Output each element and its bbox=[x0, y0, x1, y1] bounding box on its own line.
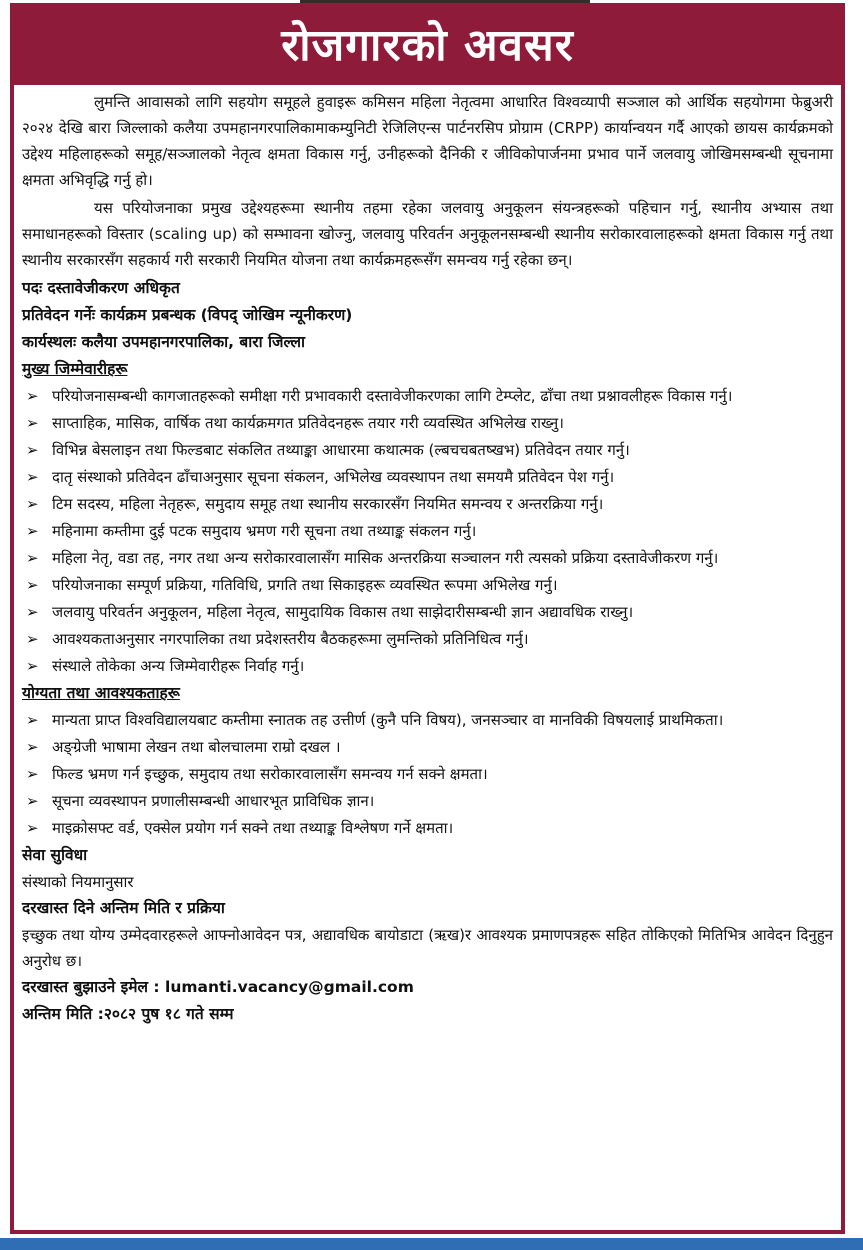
arrow-bullet-icon: ➢ bbox=[26, 576, 39, 594]
position-line: पदः दस्तावेजीकरण अधिकृत bbox=[22, 279, 180, 297]
responsibilities-list bbox=[22, 383, 833, 679]
arrow-bullet-icon: ➢ bbox=[26, 738, 39, 756]
list-item bbox=[22, 788, 833, 814]
list-item-text: महिला नेतृ, वडा तह, नगर तथा अन्य सरोकारवालासँग मासिक अन्तरक्रिया सञ्चालन गरी त्यसको प्रक्रिया दस्तावेजीकरण गर्नु। bbox=[52, 549, 719, 567]
arrow-bullet-icon: ➢ bbox=[26, 711, 39, 729]
arrow-bullet-icon: ➢ bbox=[26, 522, 39, 540]
reports-to-line: प्रतिवेदन गर्नेः कार्यक्रम प्रबन्धक (विपद् जोखिम न्यूनीकरण) bbox=[22, 306, 353, 324]
list-item-text: विभिन्न बेसलाइन तथा फिल्डबाट संकलित तथ्याङ्का आधारमा कथात्मक (ल्बचचबतष्खभ) प्रतिवेदन तयार गर्नु। bbox=[52, 441, 630, 459]
list-item bbox=[22, 653, 833, 679]
notice-frame bbox=[10, 3, 845, 1234]
deadline-line: अन्तिम मिति :२०८२ पुष १८ गते सम्म bbox=[22, 1005, 234, 1023]
list-item bbox=[22, 734, 833, 760]
arrow-bullet-icon: ➢ bbox=[26, 792, 39, 810]
list-item-text: टिम सदस्य, महिला नेतृहरू, समुदाय समूह तथा स्थानीय सरकारसँग नियमित समन्वय र अन्तरक्रिया गर्नु। bbox=[52, 495, 604, 513]
list-item bbox=[22, 599, 833, 625]
email-label: दरखास्त बुझाउने इमेल : bbox=[22, 978, 160, 996]
list-item bbox=[22, 707, 833, 733]
arrow-bullet-icon: ➢ bbox=[26, 549, 39, 567]
list-item-text: दातृ संस्थाको प्रतिवेदन ढाँचाअनुसार सूचना संकलन, अभिलेख व्यवस्थापन तथा समयमै प्रतिवेदन पेश गर्नु। bbox=[52, 468, 615, 486]
benefits-heading: सेवा सुविधा bbox=[22, 846, 88, 864]
arrow-bullet-icon: ➢ bbox=[26, 657, 39, 675]
arrow-bullet-icon: ➢ bbox=[26, 495, 39, 513]
list-item bbox=[22, 518, 833, 544]
list-item bbox=[22, 491, 833, 517]
arrow-bullet-icon: ➢ bbox=[26, 819, 39, 837]
arrow-bullet-icon: ➢ bbox=[26, 414, 39, 432]
intro-paragraph-1: लुमन्ति आवासको लागि सहयोग समूहले हुवाइरू कमिसन महिला नेतृत्वमा आधारित विश्वव्यापी सञ्जाल को आर्थिक सहयोगमा फेब्रुअरी २०२४ देखि बारा जिल्लाको कलैया उपमहानगरपालिकामाकम्युनिटी रेजिलिएन्स पार्टनरसिप प्रोग्राम (CRPP) कार्यान्वयन गर्दै आएको छायस कार्यक्रमको उद्देश्य महिलाहरूको समूह/सञ्जालको नेतृत्व क्षमता विकास गर्नु, उनीहरूको दैनिकी र जीविकोपार्जनमा प्रभाव पार्ने जलवायु जोखिमसम्बन्धी सूचनामा क्षमता अभिवृद्धि गर्नु हो। bbox=[22, 93, 833, 189]
list-item bbox=[22, 572, 833, 598]
qualifications-list bbox=[22, 707, 833, 841]
list-item-text: जलवायु परिवर्तन अनुकूलन, महिला नेतृत्व, सामुदायिक विकास तथा साझेदारीसम्बन्धी ज्ञान अद्यावधिक राख्नु। bbox=[52, 603, 634, 621]
bottom-bar bbox=[0, 1238, 863, 1250]
application-text: इच्छुक तथा योग्य उम्मेदवारहरूले आफ्नोआवेदन पत्र, अद्यावधिक बायोडाटा (ऋख)र आवश्यक प्रमाणपत्रहरू सहित तोकिएको मितिभित्र आवेदन दिनुहुन अनुरोध छ। bbox=[22, 926, 833, 970]
list-item-text: साप्ताहिक, मासिक, वार्षिक तथा कार्यक्रमगत प्रतिवेदनहरू तयार गरी व्यवस्थित अभिलेख राख्नु। bbox=[52, 414, 564, 432]
list-item-text: माइक्रोसफ्ट वर्ड, एक्सेल प्रयोग गर्न सक्ने तथा तथ्याङ्क विश्लेषण गर्ने क्षमता। bbox=[52, 819, 454, 837]
notice-content bbox=[22, 89, 833, 1028]
list-item bbox=[22, 761, 833, 787]
arrow-bullet-icon: ➢ bbox=[26, 468, 39, 486]
list-item-text: अङ्ग्रेजी भाषामा लेखन तथा बोलचालमा राम्रो दखल । bbox=[52, 738, 341, 756]
list-item-text: मान्यता प्राप्त विश्वविद्यालयबाट कम्तीमा स्नातक तह उत्तीर्ण (कुनै पनि विषय), जनसञ्चार वा मानविकी विषयलाई प्राथमिकता। bbox=[52, 711, 724, 729]
arrow-bullet-icon: ➢ bbox=[26, 603, 39, 621]
list-item bbox=[22, 383, 833, 409]
email-address[interactable]: lumanti.vacancy@gmail.com bbox=[165, 978, 414, 996]
arrow-bullet-icon: ➢ bbox=[26, 387, 39, 405]
list-item-text: महिनामा कम्तीमा दुई पटक समुदाय भ्रमण गरी सूचना तथा तथ्याङ्क संकलन गर्नु। bbox=[52, 522, 477, 540]
email-line bbox=[22, 974, 833, 1001]
list-item bbox=[22, 410, 833, 436]
application-heading: दरखास्त दिने अन्तिम मिति र प्रक्रिया bbox=[22, 899, 225, 917]
list-item-text: सूचना व्यवस्थापन प्रणालीसम्बन्धी आधारभूत प्राविधिक ज्ञान। bbox=[52, 792, 375, 810]
intro-paragraph-2: यस परियोजनाका प्रमुख उद्देश्यहरूमा स्थानीय तहमा रहेका जलवायु अनुकूलन संयन्त्रहरूको पहिचान गर्नु, स्थानीय अभ्यास तथा समाधानहरूको विस्तार (scaling up) को सम्भावना खोज्नु, जलवायु परिवर्तन अनुकूलनसम्बन्धी स्थानीय सरोकारवालाहरूको क्षमता विकास गर्नु तथा स्थानीय सरकारसँग सहकार्य गरी सरकारी नियमित योजना तथा कार्यक्रमहरूसँग समन्वय गर्नु रहेका छन्। bbox=[22, 199, 833, 269]
list-item bbox=[22, 464, 833, 490]
arrow-bullet-icon: ➢ bbox=[26, 441, 39, 459]
arrow-bullet-icon: ➢ bbox=[26, 765, 39, 783]
qualifications-heading: योग्यता तथा आवश्यकताहरू bbox=[22, 684, 180, 702]
list-item-text: संस्थाले तोकेका अन्य जिम्मेवारीहरू निर्वाह गर्नु। bbox=[52, 657, 305, 675]
list-item-text: परियोजनाका सम्पूर्ण प्रक्रिया, गतिविधि, प्रगति तथा सिकाइहरू व्यवस्थित रूपमा अभिलेख गर्नु। bbox=[52, 576, 558, 594]
banner-title: रोजगारको अवसर bbox=[14, 7, 841, 85]
arrow-bullet-icon: ➢ bbox=[26, 630, 39, 648]
list-item-text: फिल्ड भ्रमण गर्न इच्छुक, समुदाय तथा सरोकारवालासँग समन्वय गर्न सक्ने क्षमता। bbox=[52, 765, 488, 783]
list-item bbox=[22, 815, 833, 841]
list-item-text: परियोजनासम्बन्धी कागजातहरूको समीक्षा गरी प्रभावकारी दस्तावेजीकरणका लागि टेम्प्लेट, ढाँचा तथा प्रश्नावलीहरू विकास गर्नु। bbox=[52, 387, 733, 405]
benefits-text: संस्थाको नियमानुसार bbox=[22, 873, 134, 891]
workplace-line: कार्यस्थलः कलैया उपमहानगरपालिका, बारा जिल्ला bbox=[22, 333, 306, 351]
list-item-text: आवश्यकताअनुसार नगरपालिका तथा प्रदेशस्तरीय बैठकहरूमा लुमन्तिको प्रतिनिधित्व गर्नु। bbox=[52, 630, 529, 648]
responsibilities-heading: मुख्य जिम्मेवारीहरू bbox=[22, 360, 128, 378]
list-item bbox=[22, 545, 833, 571]
list-item bbox=[22, 626, 833, 652]
list-item bbox=[22, 437, 833, 463]
